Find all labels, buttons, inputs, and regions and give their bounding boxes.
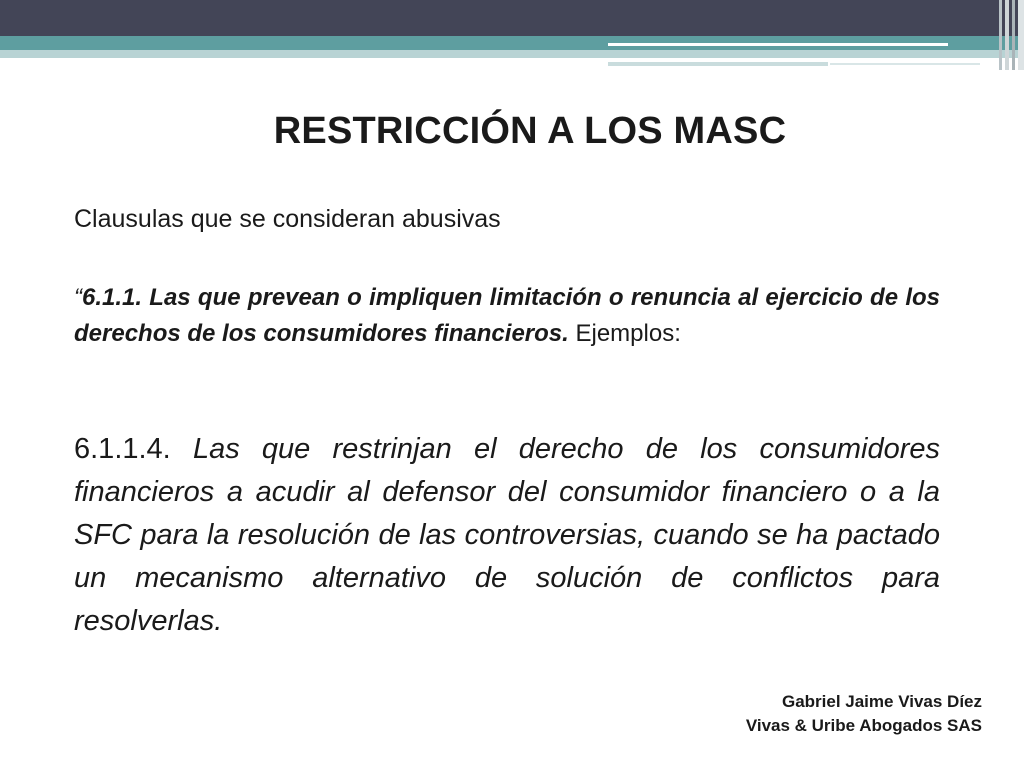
clause-number: 6.1.1.4. bbox=[74, 433, 171, 465]
slide-title: RESTRICCIÓN A LOS MASC bbox=[273, 110, 787, 152]
footer-firm: Vivas & Uribe Abogados SAS bbox=[745, 716, 982, 735]
header-band-dark bbox=[0, 0, 1024, 36]
slide-subtitle: Clausulas que se consideran abusivas bbox=[74, 205, 501, 233]
footer-author: Gabriel Jaime Vivas Díez bbox=[781, 692, 982, 711]
header-accent-line bbox=[608, 62, 828, 66]
header-accent-line-thin bbox=[830, 63, 980, 65]
quoted-article bbox=[74, 280, 940, 352]
quote-bold-text: 6.1.1. Las que prevean o impliquen limitación o renuncia al ejercicio de los derechos de los consumidores financieros. bbox=[74, 284, 940, 347]
clause-text: Las que restrinjan el derecho de los consumidores financieros a acudir al defensor del consumidor financiero o a la SFC para la resolución de las controversias, cuando se ha pactado un mecanismo alternativo de solución de conflictos para resolverlas. bbox=[74, 433, 940, 637]
quote-open-mark: “ bbox=[74, 284, 82, 311]
quote-plain-text: Ejemplos: bbox=[568, 320, 681, 347]
clause-example bbox=[74, 428, 940, 643]
header-inset-line bbox=[608, 43, 948, 46]
corner-stripes-decoration bbox=[990, 0, 1024, 70]
slide-footer bbox=[746, 690, 982, 738]
header-band-pale bbox=[0, 50, 1024, 58]
